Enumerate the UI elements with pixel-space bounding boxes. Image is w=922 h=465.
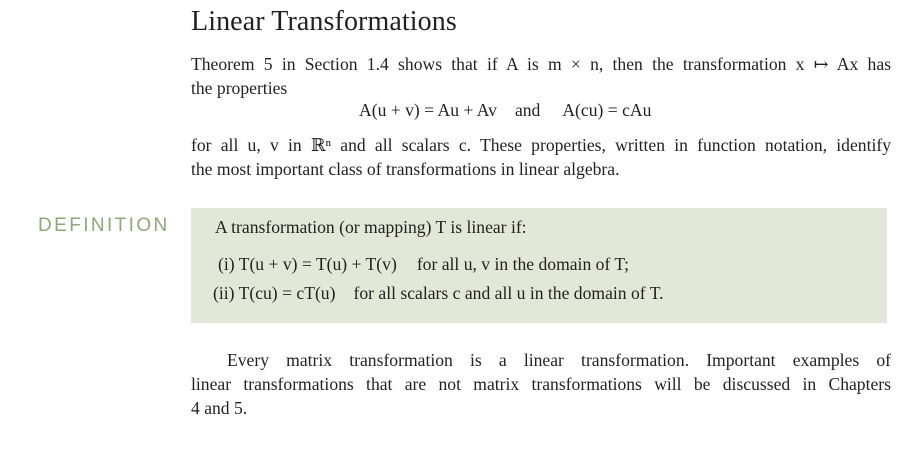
item-marker: (ii) bbox=[213, 283, 235, 303]
closing-line-2: the most important class of transformations in linear algebra. bbox=[191, 159, 620, 179]
display-equation bbox=[359, 100, 651, 121]
intro-paragraph bbox=[191, 52, 891, 100]
equation-additivity: A(u + v) = Au + Av bbox=[359, 100, 497, 120]
item-formula: T(u + v) = T(u) + T(v) bbox=[238, 254, 397, 274]
final-paragraph bbox=[191, 348, 891, 420]
final-line-2: linear transformations that are not matrix transformations will be discussed in Chapters bbox=[191, 374, 891, 394]
closing-paragraph bbox=[191, 133, 891, 181]
definition-label: DEFINITION bbox=[38, 215, 170, 236]
section-title: Linear Transformations bbox=[191, 6, 457, 37]
definition-statement: A transformation (or mapping) T is linear if: bbox=[215, 217, 527, 237]
definition-item-additivity bbox=[218, 254, 629, 275]
definition-item-homogeneity bbox=[213, 283, 664, 304]
closing-line-1: for all u, v in ℝⁿ and all scalars c. These properties, written in function notation, identify bbox=[191, 135, 891, 155]
item-condition: for all u, v in the domain of T; bbox=[416, 254, 630, 274]
intro-line-2: the properties bbox=[191, 78, 288, 98]
item-formula: T(cu) = cT(u) bbox=[238, 283, 336, 303]
final-line-1: Every matrix transformation is a linear transformation. Important examples of bbox=[227, 350, 891, 370]
item-condition: for all scalars c and all u in the domain of T. bbox=[353, 283, 664, 303]
definition-box bbox=[191, 208, 887, 323]
intro-line-1: Theorem 5 in Section 1.4 shows that if A is m × n, then the transformation x ↦ Ax has bbox=[191, 54, 891, 74]
item-marker: (i) bbox=[218, 254, 235, 274]
equation-homogeneity: A(cu) = cAu bbox=[562, 100, 652, 120]
final-line-3: 4 and 5. bbox=[191, 398, 248, 418]
equation-connector: and bbox=[514, 100, 541, 120]
